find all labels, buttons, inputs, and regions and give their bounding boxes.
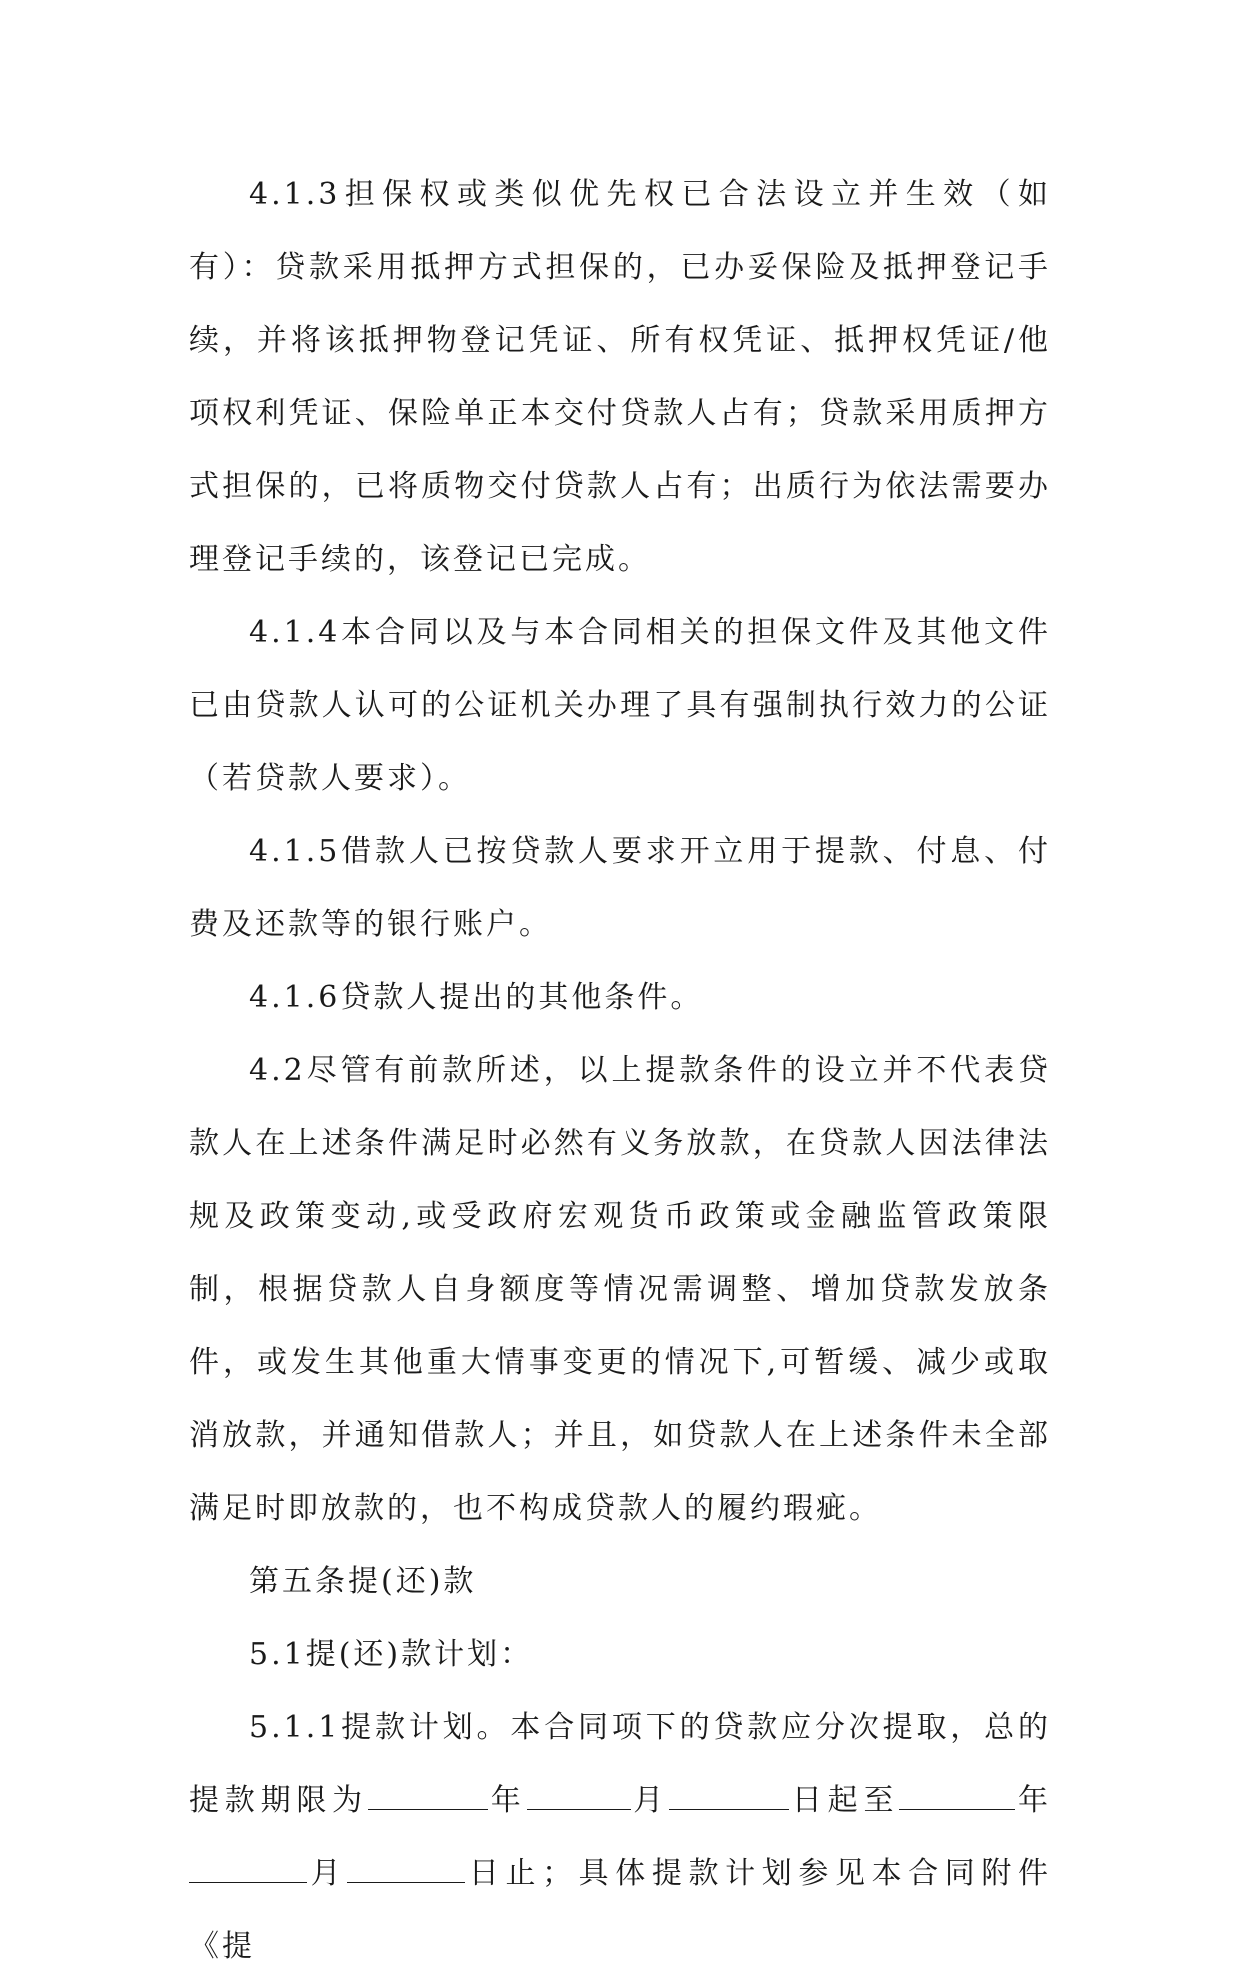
paragraph-4-1-3: 4.1.3担保权或类似优先权已合法设立并生效（如有）：贷款采用抵押方式担保的，已办妥保险及抵押登记手续，并将该抵押物登记凭证、所有权凭证、抵押权凭证/他项权利凭证、保险单正本交付贷款人占有；贷款采用质押方式担保的，已将质物交付贷款人占有；出质行为依法需要办理登记手续的，该登记已完成。 bbox=[189, 177, 1051, 577]
plan-intro-text: 5.1.1提款计划。本合同项下的贷款应分次提取，总的提款期限为 bbox=[189, 1710, 1051, 1818]
paragraph-4-1-4: 4.1.4本合同以及与本合同相关的担保文件及其他文件已由贷款人认可的公证机关办理了具有强制执行效力的公证（若贷款人要求）。 bbox=[189, 615, 1051, 796]
start-day-label: 日起至 bbox=[789, 1783, 900, 1818]
end-year-blank bbox=[899, 1783, 1015, 1810]
start-day-blank bbox=[669, 1783, 789, 1810]
document-body bbox=[189, 158, 1051, 1983]
start-year-blank bbox=[368, 1783, 488, 1810]
paragraph-4-1-5: 4.1.5借款人已按贷款人要求开立用于提款、付息、付费及还款等的银行账户。 bbox=[189, 834, 1051, 942]
end-year-label: 年 bbox=[1015, 1783, 1052, 1818]
end-day-text: 日止；具体提款计划参见本合同附件《提 bbox=[189, 1856, 1052, 1964]
paragraph-5-1: 5.1提(还)款计划： bbox=[249, 1637, 534, 1672]
end-month-blank bbox=[189, 1856, 307, 1883]
paragraph-4-2: 4.2尽管有前款所述，以上提款条件的设立并不代表贷款人在上述条件满足时必然有义务放款，在贷款人因法律法规及政策变动,或受政府宏观货币政策或金融监管政策限制，根据贷款人自身额度等情况需调整、增加贷款发放条件，或发生其他重大情事变更的情况下,可暂缓、减少或取消放款，并通知借款人；并且，如贷款人在上述条件未全部满足时即放款的，也不构成贷款人的履约瑕疵。 bbox=[189, 1053, 1051, 1526]
end-day-blank bbox=[347, 1856, 465, 1883]
start-month-blank bbox=[527, 1783, 631, 1810]
end-month-label: 月 bbox=[307, 1856, 348, 1891]
start-year-label: 年 bbox=[487, 1783, 527, 1818]
paragraph-4-1-6: 4.1.6贷款人提出的其他条件。 bbox=[249, 980, 704, 1015]
paragraph-5-1-1 bbox=[189, 1691, 1051, 1983]
article-5-heading: 第五条提(还)款 bbox=[249, 1564, 477, 1599]
start-month-label: 月 bbox=[630, 1783, 670, 1818]
